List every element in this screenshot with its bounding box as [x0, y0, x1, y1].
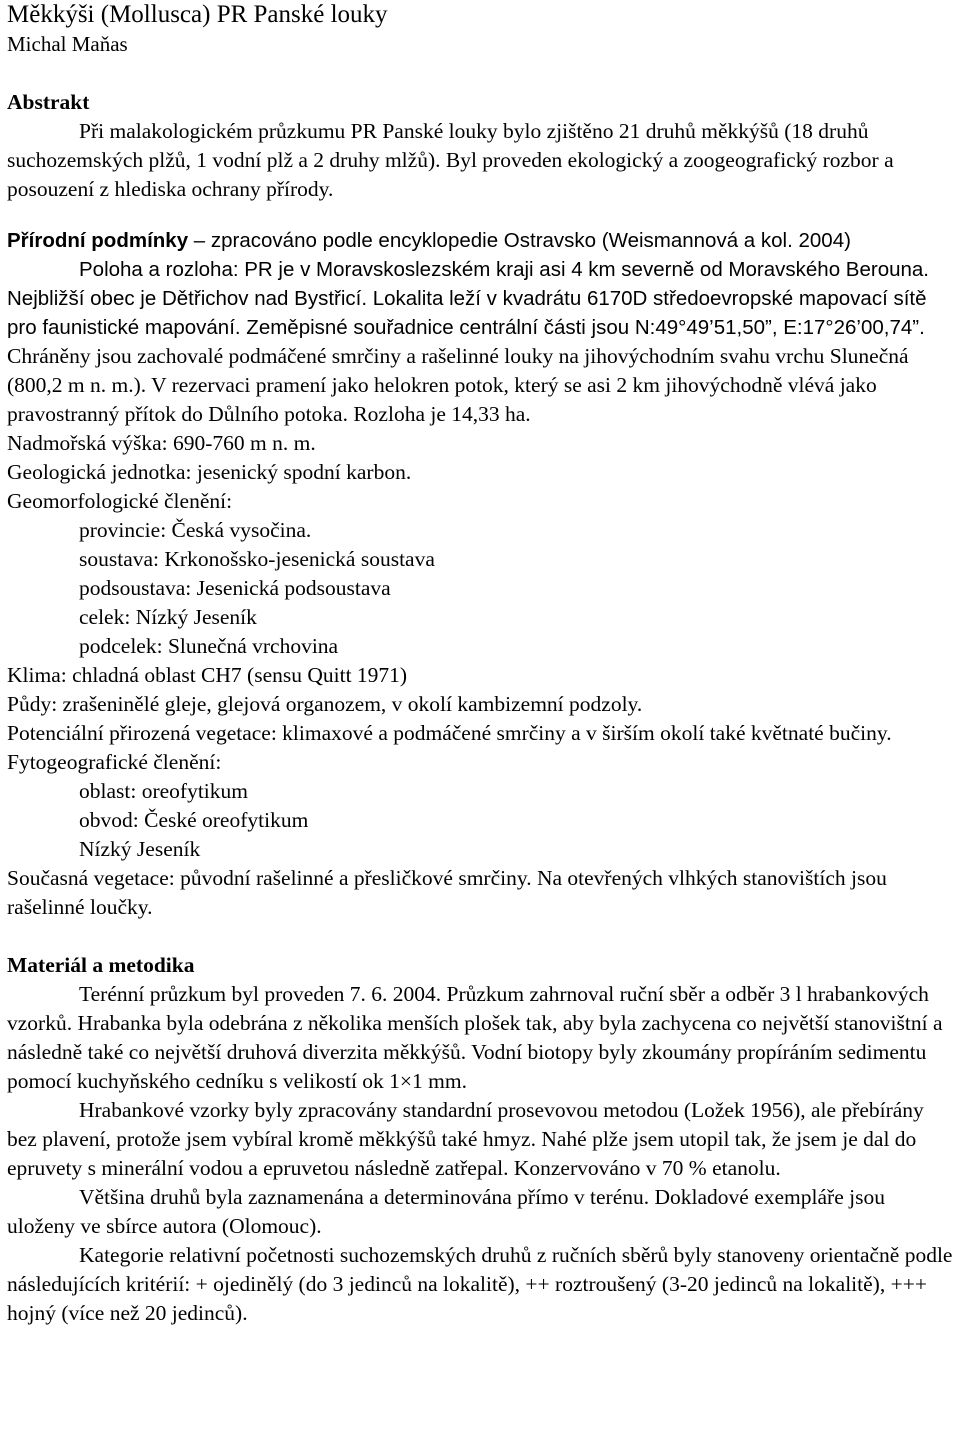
methods-paragraph: Terénní průzkum byl proveden 7. 6. 2004. Průzkum zahrnoval ruční sběr a odběr 3 l hrabankových vzorků. Hrabanka byla odebrána z několika menších plošek tak, aby byla zachycena co největší stanovištní a následně také co největší druhová diverzita měkkýšů. Vodní biotopy byly zkoumány propíráním sedimentu pomocí kuchyňského cedníku s velikostí ok 1×1 mm. [7, 982, 943, 1093]
conditions-heading-rest: – zpracováno podle encyklopedie Ostravsko (Weismannová a kol. 2004) [188, 229, 851, 252]
geomorph-item: podcelek: Slunečná vrchovina [79, 634, 339, 658]
author-name: Michal Maňas [7, 32, 128, 56]
altitude-line: Nadmořská výška: 690-760 m n. m. [7, 431, 316, 455]
methods-paragraph: Kategorie relativní početnosti suchozemských druhů z ručních sběrů byly stanoveny orientačně podle následujících kritérií: + ojedinělý (do 3 jedinců na lokalitě), ++ roztroušený (3-20 jedinců na lokalitě), +++ hojný (více než 20 jedinců). [7, 1243, 953, 1325]
geomorph-item: celek: Nízký Jeseník [79, 605, 257, 629]
phytogeo-item: obvod: České oreofytikum [79, 808, 309, 832]
location-text-b: Chráněny jsou zachovalé podmáčené smrčiny a rašelinné louky na jihovýchodním svahu vrchu Slunečná (800,2 m n. m.). V rezervaci pramení jako helokren potok, který se asi 2 km jihovýchodně vlévá jako pravostranný přítok do Důlního potoka. Rozloha je 14,33 ha. [7, 344, 909, 426]
geomorph-item: provincie: Česká vysočina. [79, 518, 312, 542]
phytogeo-item: Nízký Jeseník [79, 837, 201, 861]
geomorph-label: Geomorfologické členění: [7, 489, 233, 513]
location-paragraph [7, 255, 955, 429]
phytogeo-item: oblast: oreofytikum [79, 779, 248, 803]
abstract-heading: Abstrakt [7, 90, 90, 114]
document-title: Měkkýši (Mollusca) PR Panské louky [7, 1, 388, 28]
abstract-text: Při malakologickém průzkumu PR Panské louky bylo zjištěno 21 druhů měkkýšů (18 druhů suchozemských plžů, 1 vodní plž a 2 druhy mlžů). Byl proveden ekologický a zoogeografický rozbor a posouzení z hlediska ochrany přírody. [7, 119, 894, 201]
methods-heading: Materiál a metodika [7, 953, 195, 977]
geomorph-item: podsoustava: Jesenická podsoustava [79, 576, 391, 600]
methods-paragraph: Většina druhů byla zaznamenána a determinována přímo v terénu. Dokladové exempláře jsou uloženy ve sbírce autora (Olomouc). [7, 1185, 885, 1238]
phytogeo-label: Fytogeografické členění: [7, 750, 222, 774]
methods-paragraph: Hrabankové vzorky byly zpracovány standardní prosevovou metodou (Ložek 1956), ale přebírány bez plavení, protože jsem vybíral kromě měkkýšů také hmyz. Nahé plže jsem utopil tak, že jsem je dal do epruvety s minerální vodou a epruvetou následně zatřepal. Konzervováno v 70 % etanolu. [7, 1098, 924, 1180]
geomorph-item: soustava: Krkonošsko-jesenická soustava [79, 547, 435, 571]
potential-vegetation-line: Potenciální přirozená vegetace: klimaxové a podmáčené smrčiny a v širším okolí také květnaté bučiny. [7, 721, 892, 745]
climate-line: Klima: chladná oblast CH7 (sensu Quitt 1971) [7, 663, 408, 687]
conditions-heading-line [7, 226, 955, 255]
current-vegetation-line: Současná vegetace: původní rašelinné a přesličkové smrčiny. Na otevřených vlhkých stanovištích jsou rašelinné loučky. [7, 866, 887, 919]
soils-line: Půdy: zrašeninělé gleje, glejová organozem, v okolí kambizemní podzoly. [7, 692, 643, 716]
conditions-heading: Přírodní podmínky [7, 229, 189, 252]
geology-line: Geologická jednotka: jesenický spodní karbon. [7, 460, 412, 484]
location-text-a: Poloha a rozloha: PR je v Moravskoslezském kraji asi 4 km severně od Moravského Berouna. Nejbližší obec je Dětřichov nad Bystřicí. Lokalita leží v kvadrátu 6170D středoevropské mapovací sítě pro faunistické mapování. Zeměpisné souřadnice centrální části jsou N:49°49’51,50”, E:17°26’00,74”. [7, 258, 929, 339]
document-page [7, 0, 955, 1328]
